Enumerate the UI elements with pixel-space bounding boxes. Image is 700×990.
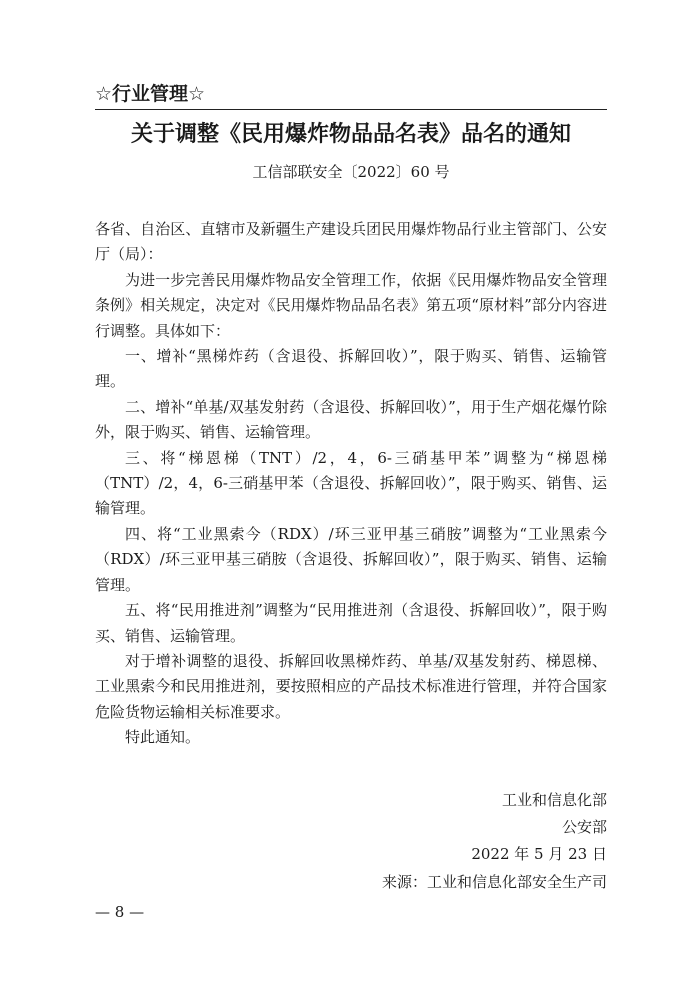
signature-org-mps: 公安部 xyxy=(561,818,607,836)
header-rule xyxy=(95,109,607,110)
document-number: 工信部联安全〔2022〕60 号 xyxy=(252,163,450,181)
body-paragraph: 二、增补“单基/双基发射药（含退役、拆解回收）”，用于生产烟花爆竹除外，限于购买、销售、运输管理。 xyxy=(95,397,607,442)
signature-org-miit: 工业和信息化部 xyxy=(501,791,607,809)
source-line: 来源：工业和信息化部安全生产司 xyxy=(381,873,607,891)
body-paragraph: 对于增补调整的退役、拆解回收黑梯炸药、单基/双基发射药、梯恩梯、工业黑索今和民用推进剂，要按照相应的产品技术标准进行管理，并符合国家危险货物运输相关标准要求。 xyxy=(95,651,607,721)
page-number: — 8 — xyxy=(95,903,145,921)
signature-date: 2022 年 5 月 23 日 xyxy=(471,845,607,863)
closing-paragraph: 特此通知。 xyxy=(125,728,201,747)
section-tag: ☆行业管理☆ xyxy=(95,83,206,105)
body-paragraph: 三、将“梯恩梯（TNT）/2，4，6-三硝基甲苯”调整为“梯恩梯（TNT）/2，4，6-三硝基甲苯（含退役、拆解回收）”，限于购买、销售、运输管理。 xyxy=(95,448,607,518)
body-paragraph: 为进一步完善民用爆炸物品安全管理工作，依据《民用爆炸物品安全管理条例》相关规定，决定对《民用爆炸物品品名表》第五项“原材料”部分内容进行调整。具体如下： xyxy=(95,270,607,340)
document-title: 关于调整《民用爆炸物品品名表》品名的通知 xyxy=(130,121,571,147)
body-paragraph: 四、将“工业黑索今（RDX）/环三亚甲基三硝胺”调整为“工业黑索今（RDX）/环三亚甲基三硝胺（含退役、拆解回收）”，限于购买、销售、运输管理。 xyxy=(95,524,607,594)
document-body xyxy=(95,217,607,751)
addressee-paragraph: 各省、自治区、直辖市及新疆生产建设兵团民用爆炸物品行业主管部门、公安厅（局）： xyxy=(95,220,607,264)
body-paragraph: 一、增补“黑梯炸药（含退役、拆解回收）”，限于购买、销售、运输管理。 xyxy=(95,347,607,391)
body-paragraph: 五、将“民用推进剂”调整为“民用推进剂（含退役、拆解回收）”，限于购买、销售、运输管理。 xyxy=(95,601,607,645)
